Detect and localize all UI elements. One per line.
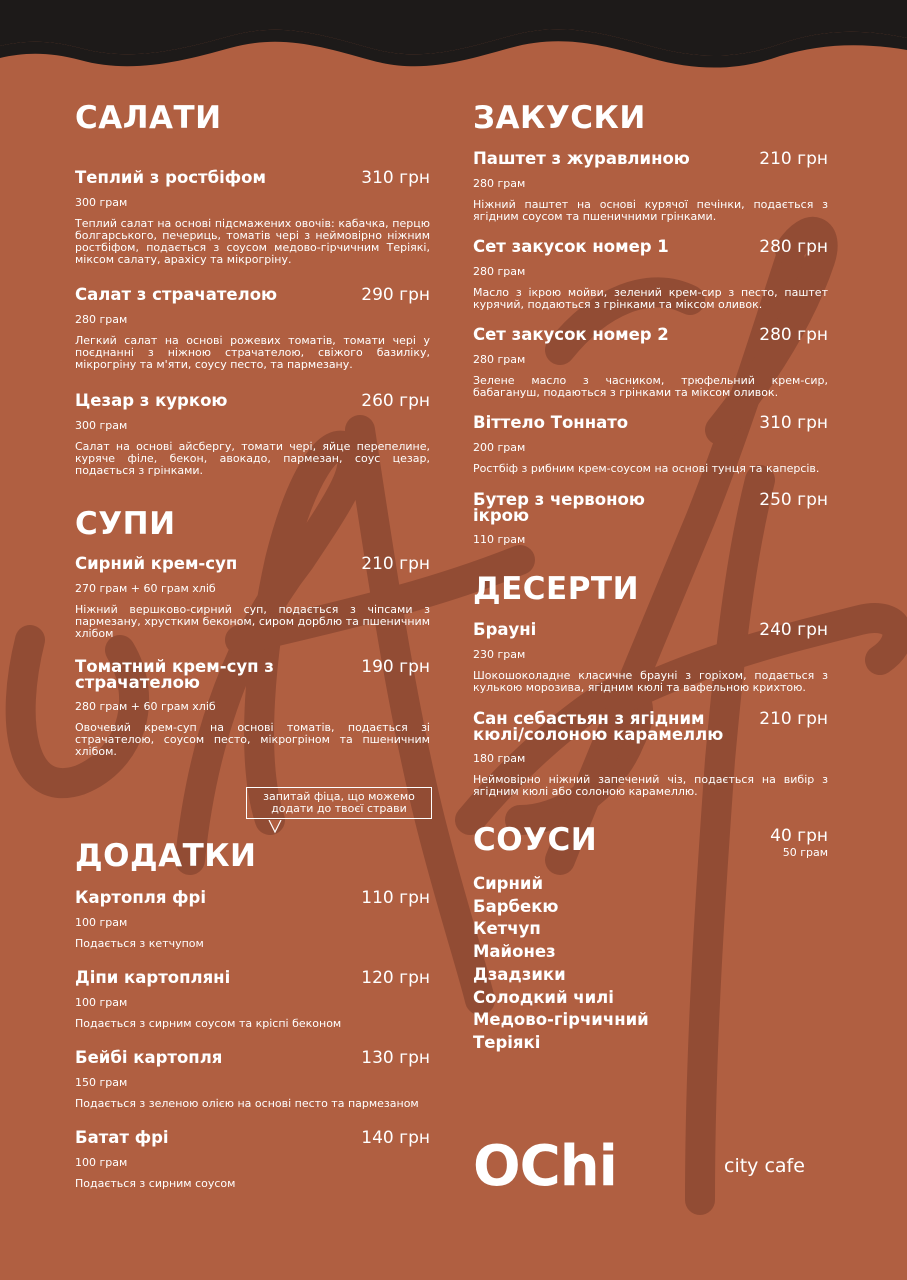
item-price: 260 грн [361,391,430,411]
sauce-list [473,873,828,1055]
item-price: 310 грн [361,168,430,188]
item-price: 190 грн [361,657,430,677]
section-title-salads: САЛАТИ [75,100,222,136]
item-weight: 230 грам [473,648,526,661]
speech-bubble-tail [268,820,284,834]
list-item: Барбекю [473,896,559,916]
item-price: 290 грн [361,285,430,305]
menu-item [473,711,828,798]
left-column [75,98,430,758]
sauces-price: 40 грн [770,826,828,846]
menu-item [75,287,430,371]
sauces-price-box [770,820,828,860]
item-name: Теплий з ростбіфом [75,168,266,187]
item-name: Сет закусок номер 2 [473,325,669,344]
item-weight: 100 грам [75,1156,128,1169]
item-price: 210 грн [759,149,828,169]
item-name: Цезар з куркою [75,391,228,410]
item-name: Сан себастьян з ягідним кюлі/солоною карамеллю [473,709,724,744]
item-price: 210 грн [361,554,430,574]
item-weight: 110 грам [473,533,526,546]
item-price: 280 грн [759,237,828,257]
item-name: Салат з страчателою [75,285,278,304]
item-weight: 180 грам [473,752,526,765]
menu-item [473,239,828,311]
item-name: Бутер з червоною ікрою [473,490,645,525]
item-weight: 280 грам [75,313,128,326]
item-description: Подається з кетчупом [75,937,204,950]
menu-item [473,151,828,223]
section-title-sauces: СОУСИ [473,822,598,858]
item-price: 210 грн [759,709,828,729]
item-weight: 280 грам + 60 грам хліб [75,700,216,713]
sides-section [75,836,430,1190]
item-weight: 100 грам [75,916,128,929]
item-description: Овочевий крем-суп на основі томатів, подається зі страчателою, соусом песто, мікрогріном та пшеничним хлібом. [75,721,430,758]
item-weight: 270 грам + 60 грам хліб [75,582,216,595]
item-weight: 300 грам [75,196,128,209]
item-price: 130 грн [361,1048,430,1068]
item-description: Подається з зеленою олією на основі песто та пармезаном [75,1097,419,1110]
list-item: Солодкий чилі [473,987,614,1007]
section-title-snacks: ЗАКУСКИ [473,100,646,136]
right-column [473,98,828,1055]
item-name: Діпи картопляні [75,968,231,987]
item-price: 110 грн [361,888,430,908]
item-name: Томатний крем-суп з страчателою [75,657,274,692]
item-price: 310 грн [759,413,828,433]
item-weight: 150 грам [75,1076,128,1089]
item-description: Шокошоколадне класичне брауні з горіхом, подається з кулькою морозива, ягідним кюлі та вафельною крихтою. [473,669,828,694]
item-name: Батат фрі [75,1128,169,1147]
item-weight: 280 грам [473,353,526,366]
item-description: Теплий салат на основі підсмажених овочів: кабачка, перцю болгарського, печериць, томатів чері з неймовірно ніжним ростбіфом, подається з соусом медово-гірчичним Теріякі, міксом салату, арахісу та мікрогріну. [75,217,430,266]
item-name: Брауні [473,620,537,639]
list-item: Сирний [473,874,544,893]
item-description: Неймовірно ніжний запечений чіз, подається на вибір з ягідним кюлі або солоною карамеллю. [473,773,828,798]
item-weight: 280 грам [473,265,526,278]
item-price: 120 грн [361,968,430,988]
item-weight: 300 грам [75,419,128,432]
item-name: Сет закусок номер 1 [473,237,669,256]
section-title-sides: ДОДАТКИ [75,838,257,874]
item-description: Зелене масло з часником, трюфельний крем-сир, бабагануш, подаються з грінками та міксом оливок. [473,374,828,399]
menu-item [473,415,828,475]
list-item: Медово-гірчичний [473,1010,649,1030]
menu-item [75,1130,430,1190]
list-item: Дзадзики [473,964,566,984]
item-description: Ніжний паштет на основі курячої печінки, подається з ягідним соусом та пшеничними грінками. [473,198,828,223]
item-weight: 200 грам [473,441,526,454]
item-description: Масло з ікрою мойви, зелений крем-сир з песто, паштет курячий, подаються з грінками та міксом оливок. [473,286,828,311]
item-name: Бейбі картопля [75,1048,223,1067]
item-name: Паштет з журавлиною [473,149,690,168]
item-description: Подається з сирним соусом [75,1177,236,1190]
brand-logo: OChi [473,1134,617,1199]
menu-item [75,1050,430,1110]
sauces-weight: 50 грам [782,846,828,859]
brand-subtitle: city cafe [724,1155,805,1177]
item-description: Салат на основі айсбергу, томати чері, яйце перепелине, куряче філе, бекон, авокадо, пармезан, соус цезар, подається з грінками. [75,440,430,477]
section-title-soups: СУПИ [75,506,176,542]
menu-item [75,890,430,950]
item-description: Ростбіф з рибним крем-соусом на основі тунця та каперсів. [473,462,820,475]
section-title-desserts: ДЕСЕРТИ [473,571,640,607]
item-price: 240 грн [759,620,828,640]
speech-bubble: запитай фіца, що можемо додати до твоєї страви [246,787,432,819]
item-description: Подається з сирним соусом та кріспі беконом [75,1017,342,1030]
item-price: 140 грн [361,1128,430,1148]
item-weight: 100 грам [75,996,128,1009]
item-name: Картопля фрі [75,888,206,907]
item-price: 250 грн [759,490,828,510]
menu-item [75,970,430,1030]
list-item: Майонез [473,942,556,962]
item-name: Сирний крем-суп [75,554,238,573]
menu-item [473,622,828,694]
sauces-header [473,820,828,860]
item-description: Легкий салат на основі рожевих томатів, томати чері у поєднанні з ніжною страчателою, свіжого базиліку, мікрогріну та м'яти, соусу песто, та пармезану. [75,334,430,371]
item-price: 280 грн [759,325,828,345]
list-item: Теріякі [473,1032,541,1052]
list-item: Кетчуп [473,919,541,939]
menu-item [75,556,430,640]
menu-item [75,659,430,758]
menu-item [473,492,828,547]
item-name: Віттело Тоннато [473,413,629,432]
menu-item [75,393,430,477]
item-weight: 280 грам [473,177,526,190]
item-description: Ніжний вершково-сирний суп, подається з чіпсами з пармезану, хрустким беконом, сиром дорблю та пшеничним хлібом [75,603,430,640]
menu-item [473,327,828,399]
menu-item [75,170,430,266]
